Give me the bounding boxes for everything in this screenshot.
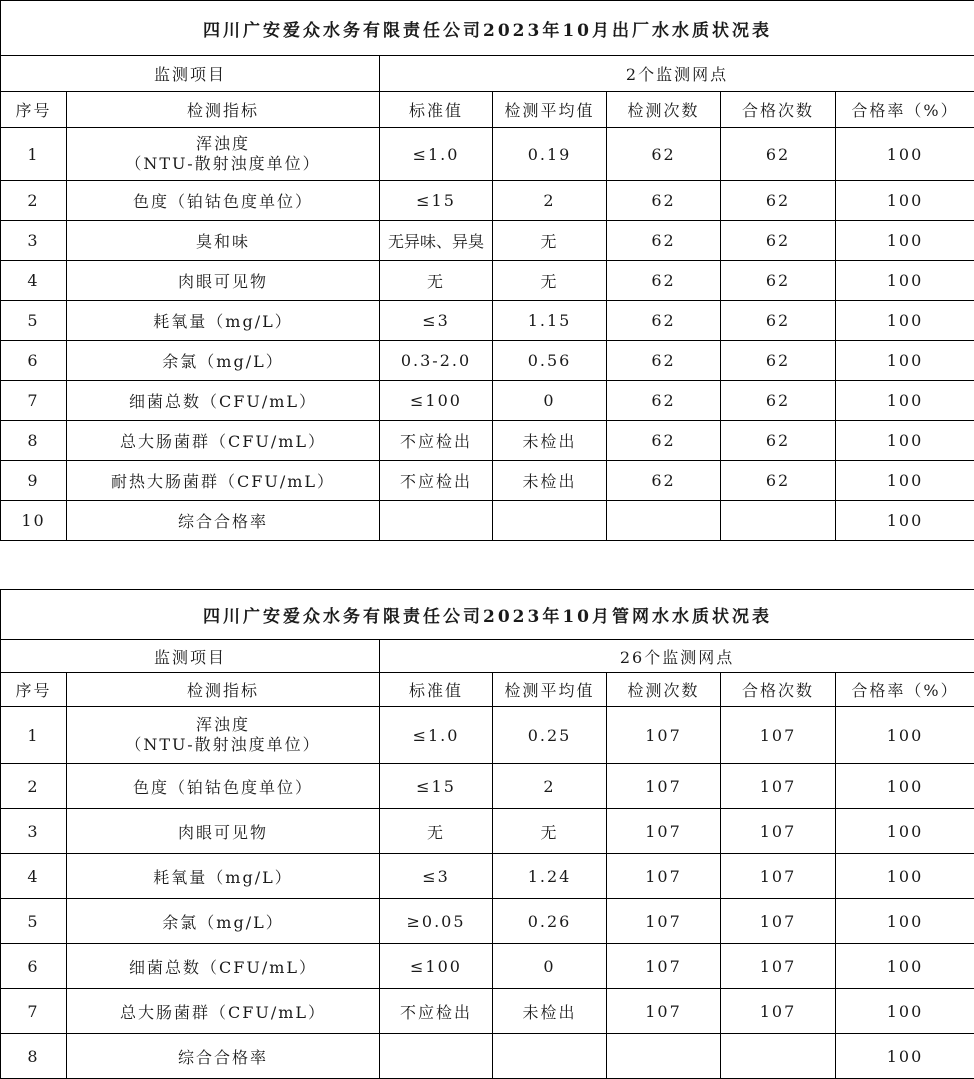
cell-tests: 107 <box>607 809 721 854</box>
table-row <box>1 707 974 764</box>
cell-average: 0.56 <box>493 341 607 381</box>
cell-no: 1 <box>1 707 67 764</box>
col-header-indicator: 检测指标 <box>67 673 380 707</box>
cell-no: 7 <box>1 989 67 1034</box>
cell-rate: 100 <box>836 501 974 541</box>
cell-rate: 100 <box>836 128 974 181</box>
cell-no: 5 <box>1 301 67 341</box>
cell-indicator: 耗氧量（mg/L） <box>67 854 380 899</box>
cell-tests: 107 <box>607 989 721 1034</box>
cell-passed: 107 <box>721 764 836 809</box>
indicator-unit: （NTU-散射浊度单位） <box>67 154 379 174</box>
cell-average: 0 <box>493 944 607 989</box>
table-row <box>1 421 974 461</box>
cell-no: 8 <box>1 1034 67 1079</box>
cell-standard: ≤100 <box>380 381 493 421</box>
cell-standard: ≤1.0 <box>380 128 493 181</box>
cell-average: 2 <box>493 764 607 809</box>
cell-indicator <box>67 128 380 181</box>
table-row <box>1 181 974 221</box>
cell-no: 2 <box>1 764 67 809</box>
table-row <box>1 301 974 341</box>
cell-tests: 62 <box>607 381 721 421</box>
cell-tests: 62 <box>607 341 721 381</box>
cell-average: 0 <box>493 381 607 421</box>
col-header-no: 序号 <box>1 92 67 128</box>
group-header-monitoring-items: 监测项目 <box>1 640 380 673</box>
cell-standard: ≤1.0 <box>380 707 493 764</box>
cell-rate: 100 <box>836 1034 974 1079</box>
col-header-indicator: 检测指标 <box>67 92 380 128</box>
col-header-no: 序号 <box>1 673 67 707</box>
cell-average: 1.15 <box>493 301 607 341</box>
column-header-row <box>1 673 974 707</box>
cell-average <box>493 1034 607 1079</box>
cell-rate: 100 <box>836 989 974 1034</box>
cell-passed: 107 <box>721 809 836 854</box>
cell-average: 0.26 <box>493 899 607 944</box>
pipe-network-water-quality-table <box>0 589 974 1079</box>
col-header-rate: 合格率（%） <box>836 673 974 707</box>
cell-tests: 62 <box>607 301 721 341</box>
cell-no: 4 <box>1 261 67 301</box>
cell-passed <box>721 501 836 541</box>
table-row-summary <box>1 501 974 541</box>
cell-tests: 107 <box>607 764 721 809</box>
cell-indicator: 综合合格率 <box>67 501 380 541</box>
cell-standard: ≤15 <box>380 764 493 809</box>
cell-indicator: 色度（铂钴色度单位） <box>67 764 380 809</box>
cell-standard: ≤15 <box>380 181 493 221</box>
cell-standard: ≤3 <box>380 854 493 899</box>
table-row <box>1 989 974 1034</box>
cell-indicator: 臭和味 <box>67 221 380 261</box>
cell-passed: 62 <box>721 341 836 381</box>
cell-rate: 100 <box>836 764 974 809</box>
cell-average: 未检出 <box>493 421 607 461</box>
cell-no: 3 <box>1 809 67 854</box>
cell-no: 5 <box>1 899 67 944</box>
cell-indicator: 余氯（mg/L） <box>67 341 380 381</box>
table-title: 四川广安爱众水务有限责任公司2023年10月出厂水水质状况表 <box>1 1 974 56</box>
cell-no: 6 <box>1 341 67 381</box>
cell-passed: 107 <box>721 989 836 1034</box>
cell-rate: 100 <box>836 221 974 261</box>
indicator-unit: （NTU-散射浊度单位） <box>67 735 379 755</box>
group-header-monitoring-items: 监测项目 <box>1 56 380 92</box>
table-row <box>1 381 974 421</box>
table-row <box>1 128 974 181</box>
cell-indicator: 综合合格率 <box>67 1034 380 1079</box>
cell-no: 9 <box>1 461 67 501</box>
table-row <box>1 809 974 854</box>
table-row <box>1 221 974 261</box>
cell-standard: ≤100 <box>380 944 493 989</box>
cell-indicator: 耐热大肠菌群（CFU/mL） <box>67 461 380 501</box>
cell-no: 3 <box>1 221 67 261</box>
cell-standard: 不应检出 <box>380 421 493 461</box>
cell-passed: 62 <box>721 421 836 461</box>
cell-indicator: 细菌总数（CFU/mL） <box>67 381 380 421</box>
cell-standard: 无异味、异臭 <box>380 221 493 261</box>
col-header-average: 检测平均值 <box>493 92 607 128</box>
cell-rate: 100 <box>836 421 974 461</box>
cell-no: 4 <box>1 854 67 899</box>
table-row <box>1 899 974 944</box>
cell-rate: 100 <box>836 381 974 421</box>
cell-tests: 62 <box>607 221 721 261</box>
cell-passed: 107 <box>721 707 836 764</box>
cell-indicator: 耗氧量（mg/L） <box>67 301 380 341</box>
cell-tests: 62 <box>607 461 721 501</box>
cell-no: 8 <box>1 421 67 461</box>
cell-rate: 100 <box>836 341 974 381</box>
cell-tests: 62 <box>607 128 721 181</box>
cell-passed: 62 <box>721 221 836 261</box>
cell-rate: 100 <box>836 809 974 854</box>
cell-tests: 107 <box>607 707 721 764</box>
cell-tests: 107 <box>607 854 721 899</box>
cell-indicator: 总大肠菌群（CFU/mL） <box>67 989 380 1034</box>
cell-tests: 107 <box>607 944 721 989</box>
cell-indicator: 肉眼可见物 <box>67 809 380 854</box>
cell-indicator <box>67 707 380 764</box>
cell-passed: 62 <box>721 461 836 501</box>
cell-standard: 无 <box>380 261 493 301</box>
cell-passed: 62 <box>721 181 836 221</box>
cell-passed: 107 <box>721 899 836 944</box>
cell-tests: 62 <box>607 181 721 221</box>
group-header-monitoring-points: 2个监测网点 <box>380 56 974 92</box>
cell-indicator: 细菌总数（CFU/mL） <box>67 944 380 989</box>
col-header-standard: 标准值 <box>380 673 493 707</box>
table-row <box>1 854 974 899</box>
cell-average <box>493 501 607 541</box>
cell-passed: 62 <box>721 261 836 301</box>
col-header-tests: 检测次数 <box>607 673 721 707</box>
cell-tests <box>607 1034 721 1079</box>
column-header-row <box>1 92 974 128</box>
cell-rate: 100 <box>836 301 974 341</box>
col-header-standard: 标准值 <box>380 92 493 128</box>
cell-rate: 100 <box>836 707 974 764</box>
table-row <box>1 461 974 501</box>
cell-standard: ≤3 <box>380 301 493 341</box>
cell-rate: 100 <box>836 899 974 944</box>
cell-rate: 100 <box>836 261 974 301</box>
cell-passed: 62 <box>721 381 836 421</box>
col-header-passed: 合格次数 <box>721 673 836 707</box>
cell-no: 7 <box>1 381 67 421</box>
table-row-summary <box>1 1034 974 1079</box>
cell-passed: 107 <box>721 944 836 989</box>
cell-tests: 107 <box>607 899 721 944</box>
indicator-name: 浑浊度 <box>67 134 379 154</box>
cell-indicator: 总大肠菌群（CFU/mL） <box>67 421 380 461</box>
group-header-monitoring-points: 26个监测网点 <box>380 640 974 673</box>
table-row <box>1 764 974 809</box>
cell-rate: 100 <box>836 461 974 501</box>
cell-no: 2 <box>1 181 67 221</box>
cell-tests <box>607 501 721 541</box>
cell-passed: 62 <box>721 301 836 341</box>
cell-average: 0.25 <box>493 707 607 764</box>
table-row <box>1 261 974 301</box>
cell-rate: 100 <box>836 854 974 899</box>
cell-passed <box>721 1034 836 1079</box>
cell-average: 无 <box>493 261 607 301</box>
cell-tests: 62 <box>607 261 721 301</box>
cell-passed: 107 <box>721 854 836 899</box>
cell-passed: 62 <box>721 128 836 181</box>
cell-standard: 无 <box>380 809 493 854</box>
cell-average: 0.19 <box>493 128 607 181</box>
cell-indicator: 色度（铂钴色度单位） <box>67 181 380 221</box>
cell-average: 无 <box>493 809 607 854</box>
cell-tests: 62 <box>607 421 721 461</box>
cell-no: 10 <box>1 501 67 541</box>
cell-standard: 不应检出 <box>380 989 493 1034</box>
cell-average: 1.24 <box>493 854 607 899</box>
cell-standard: 0.3-2.0 <box>380 341 493 381</box>
cell-average: 2 <box>493 181 607 221</box>
table-title: 四川广安爱众水务有限责任公司2023年10月管网水水质状况表 <box>1 590 974 640</box>
cell-average: 未检出 <box>493 989 607 1034</box>
table-row <box>1 341 974 381</box>
cell-average: 未检出 <box>493 461 607 501</box>
cell-standard <box>380 1034 493 1079</box>
cell-no: 1 <box>1 128 67 181</box>
indicator-name: 浑浊度 <box>67 715 379 735</box>
cell-standard <box>380 501 493 541</box>
cell-standard: 不应检出 <box>380 461 493 501</box>
table-row <box>1 944 974 989</box>
col-header-passed: 合格次数 <box>721 92 836 128</box>
cell-average: 无 <box>493 221 607 261</box>
col-header-tests: 检测次数 <box>607 92 721 128</box>
col-header-average: 检测平均值 <box>493 673 607 707</box>
cell-standard: ≥0.05 <box>380 899 493 944</box>
cell-rate: 100 <box>836 181 974 221</box>
cell-no: 6 <box>1 944 67 989</box>
cell-rate: 100 <box>836 944 974 989</box>
cell-indicator: 肉眼可见物 <box>67 261 380 301</box>
cell-indicator: 余氯（mg/L） <box>67 899 380 944</box>
col-header-rate: 合格率（%） <box>836 92 974 128</box>
